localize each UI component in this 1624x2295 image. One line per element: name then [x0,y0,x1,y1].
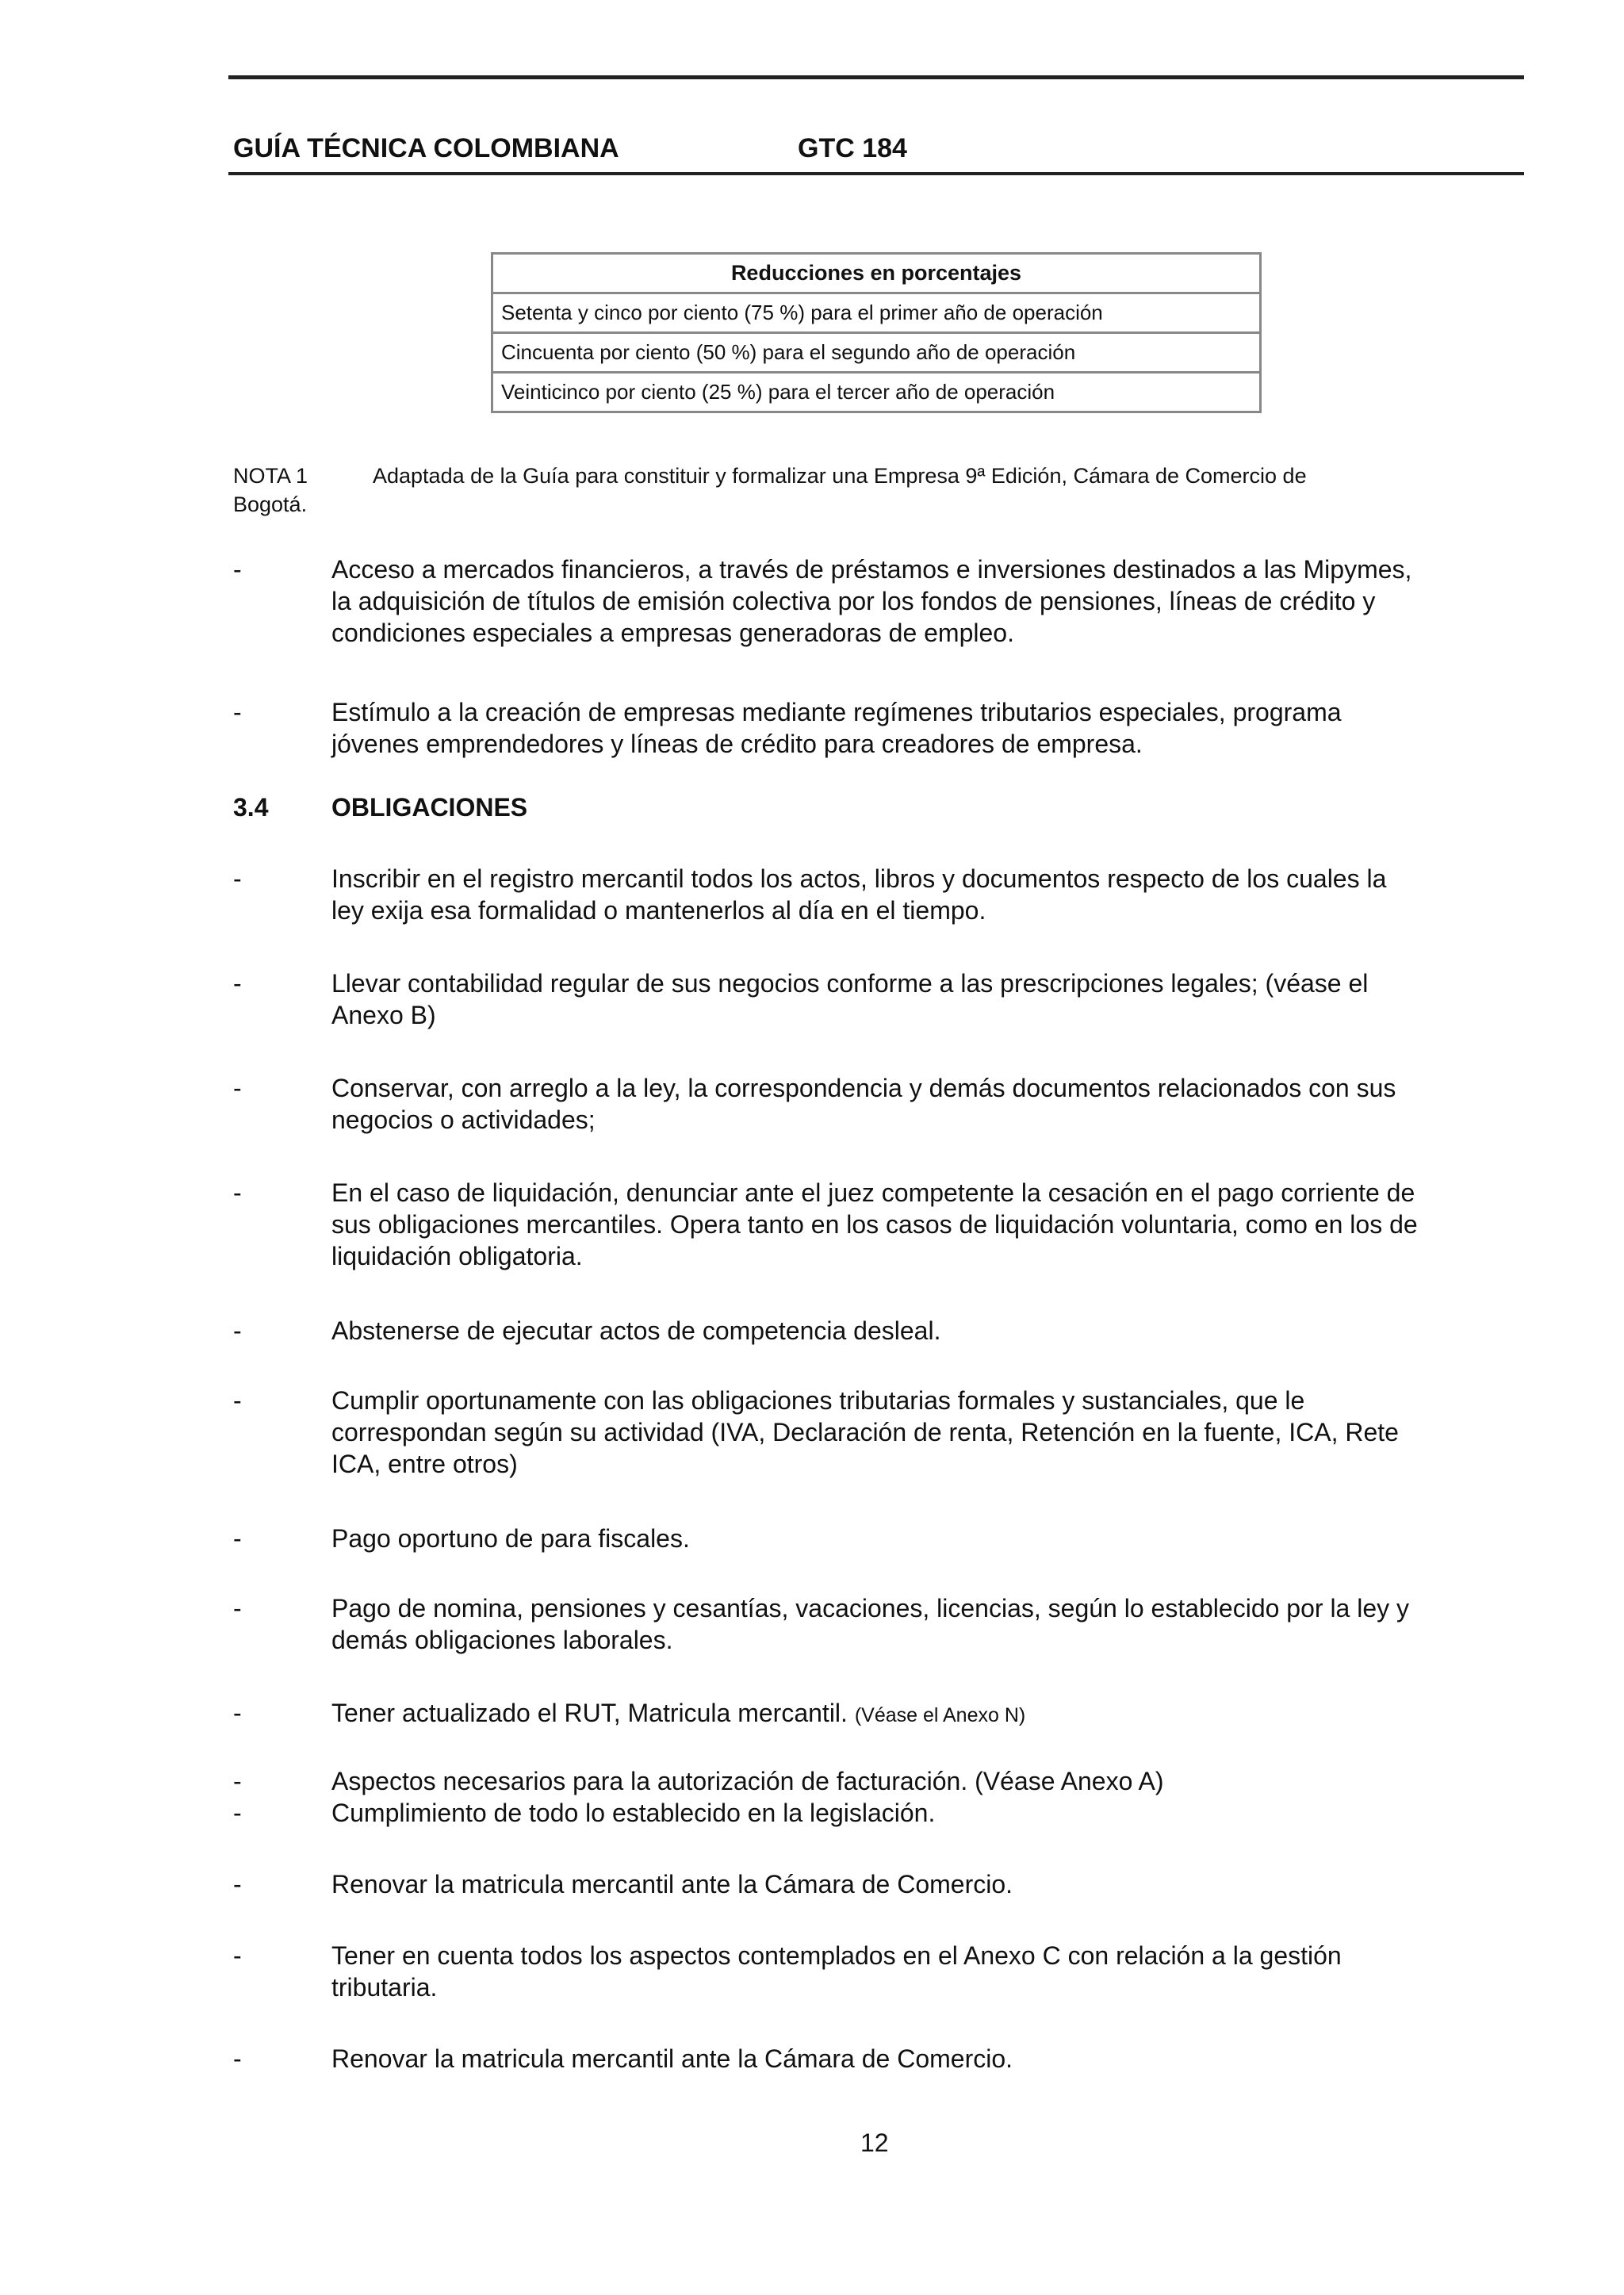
table-row: Cincuenta por ciento (50 %) para el segundo año de operación [492,333,1261,373]
list-item-text: Conservar, con arreglo a la ley, la correspondencia y demás documentos relacionados con sus negocios o actividades; [331,1074,1396,1134]
top-rule [228,75,1524,79]
page-header [233,133,1524,173]
list-item-text: Tener actualizado el RUT, Matricula mercantil. (Véase el Anexo N) [331,1699,1026,1727]
table-heading: Reducciones en porcentajes [492,254,1261,293]
list-item-text: Cumplir oportunamente con las obligaciones tributarias formales y sustanciales, que le correspondan según su actividad (IVA, Declaración de renta, Retención en la fuente, ICA, Rete ICA, entre otros) [331,1386,1399,1478]
list-item-text: Cumplimiento de todo lo establecido en la legislación. [331,1799,936,1827]
table-row: Setenta y cinco por ciento (75 %) para el primer año de operación [492,293,1261,333]
list-item-text: Renovar la matricula mercantil ante la Cámara de Comercio. [331,1870,1013,1898]
list-item-text: Renovar la matricula mercantil ante la Cámara de Comercio. [331,2044,1013,2073]
header-code: GTC 184 [798,133,907,163]
list-item-text: Estímulo a la creación de empresas mediante regímenes tributarios especiales, programa jóvenes emprendedores y líneas de crédito para creadores de empresa. [331,698,1342,758]
note-text: Adaptada de la Guía para constituir y formalizar una Empresa 9ª Edición, Cámara de Comercio de [373,464,1307,488]
note-tag: NOTA 1 [233,464,308,488]
reductions-table [491,252,1262,413]
page-number: 12 [860,2128,889,2157]
header-rule [228,172,1524,175]
list-item-text: Llevar contabilidad regular de sus negocios conforme a las prescripciones legales; (véase el Anexo B) [331,969,1369,1029]
note-continuation: Bogotá. [233,492,308,516]
list-item-text: Inscribir en el registro mercantil todos los actos, libros y documentos respecto de los cuales la ley exija esa formalidad o mantenerlos al día en el tiempo. [331,864,1387,925]
table-row: Veinticinco por ciento (25 %) para el tercer año de operación [492,373,1261,412]
section-title: OBLIGACIONES [331,793,528,822]
list-item-text: En el caso de liquidación, denunciar ante el juez competente la cesación en el pago corriente de sus obligaciones mercantiles. Opera tanto en los casos de liquidación voluntaria, como en los de liquidación obligatoria. [331,1178,1418,1270]
annex-reference: (Véase el Anexo N) [854,1704,1026,1726]
section-number: 3.4 [233,793,269,822]
list-item-text: Pago oportuno de para fiscales. [331,1524,690,1553]
list-item-text: Tener en cuenta todos los aspectos contemplados en el Anexo C con relación a la gestión tributaria. [331,1941,1342,2002]
list-item-text: Pago de nomina, pensiones y cesantías, vacaciones, licencias, según lo establecido por la ley y demás obligaciones laborales. [331,1594,1410,1654]
list-item-text: Aspectos necesarios para la autorización de facturación. (Véase Anexo A) [331,1767,1164,1795]
list-item-text: Abstenerse de ejecutar actos de competencia desleal. [331,1316,941,1345]
list-item-text: Acceso a mercados financieros, a través de préstamos e inversiones destinados a las Mipymes, la adquisición de títulos de emisión colectiva por los fondos de pensiones, líneas de crédito y condiciones especiales a empresas generadoras de empleo. [331,555,1412,647]
header-title: GUÍA TÉCNICA COLOMBIANA [233,133,619,163]
